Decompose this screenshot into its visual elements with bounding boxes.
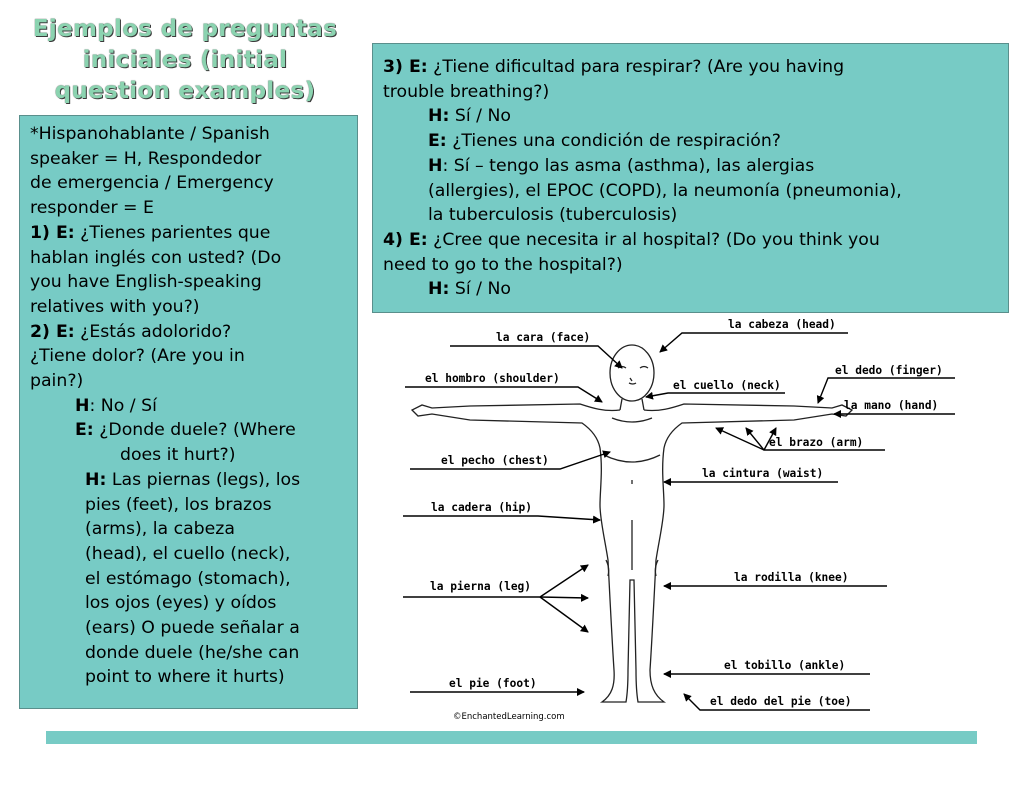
followup-question: E: ¿Donde duele? (Where: [75, 420, 296, 441]
text-line: la tuberculosis (tuberculosis): [428, 205, 678, 226]
text-line: does it hurt?): [120, 445, 236, 466]
text-line: hablan inglés con usted? (Do: [30, 247, 282, 268]
text-line: (arms), la cabeza: [85, 519, 235, 540]
label-chest: el pecho (chest): [441, 454, 549, 467]
text-line: point to where it hurts): [85, 667, 285, 688]
text-line: pain?): [30, 371, 84, 392]
question-1: 1) E: ¿Tienes parientes que: [30, 222, 271, 243]
label-hip: la cadera (hip): [431, 501, 533, 514]
text-line: need to go to the hospital?): [383, 254, 623, 275]
text-line: (allergies), el EPOC (COPD), la neumonía (pneumonia),: [428, 180, 902, 201]
text-line: ¿Tiene dolor? (Are you in: [30, 346, 245, 367]
text-line: *Hispanohablante / Spanish: [30, 124, 270, 144]
label-shoulder: el hombro (shoulder): [425, 372, 560, 385]
label-hand: la mano (hand): [844, 399, 939, 412]
label-ankle: el tobillo (ankle): [724, 659, 846, 672]
question-4: 4) E: ¿Cree que necesita ir al hospital? (Do you think you: [383, 229, 880, 250]
answer-3: H: Sí / No: [428, 106, 511, 127]
label-toe: el dedo del pie (toe): [710, 695, 852, 708]
answer-4: H: Sí – tengo las asma (asthma), las alergias: [428, 155, 815, 176]
text-line: (head), el cuello (neck),: [85, 543, 291, 564]
answer-5: H: Sí / No: [428, 279, 511, 300]
answer-2: H: Las piernas (legs), los: [85, 469, 301, 490]
label-head: la cabeza (head): [728, 318, 836, 331]
label-knee: la rodilla (knee): [734, 571, 849, 584]
label-leg: la pierna (leg): [430, 580, 532, 593]
text-line: responder = E: [30, 198, 154, 219]
label-finger: el dedo (finger): [835, 364, 943, 377]
text-line: de emergencia / Emergency: [30, 173, 274, 194]
label-neck: el cuello (neck): [673, 379, 781, 392]
left-question-box: [19, 115, 358, 709]
text-line: pies (feet), los brazos: [85, 494, 272, 515]
right-question-box: [372, 43, 1009, 313]
label-face: la cara (face): [496, 331, 591, 344]
label-foot: el pie (foot): [449, 677, 537, 690]
followup-question-3: E: ¿Tienes una condición de respiración?: [428, 131, 781, 152]
text-line: (ears) O puede señalar a: [85, 618, 300, 639]
footer-bar: [46, 731, 977, 744]
label-waist: la cintura (waist): [702, 467, 824, 480]
text-line: los ojos (eyes) y oídos: [85, 593, 277, 614]
question-2: 2) E: ¿Estás adolorido?: [30, 321, 232, 342]
label-arm: el brazo (arm): [769, 436, 864, 449]
text-line: donde duele (he/she can: [85, 642, 300, 663]
text-line: you have English-speaking: [30, 272, 262, 293]
question-3: 3) E: ¿Tiene dificultad para respirar? (Are you having: [383, 57, 845, 77]
answer-1: H: No / Sí: [75, 395, 157, 416]
text-line: trouble breathing?): [383, 81, 550, 102]
body-parts-diagram: [395, 312, 975, 724]
text-line: speaker = H, Respondedor: [30, 148, 262, 169]
page-title: Ejemplos de preguntas iniciales (initial question examples): [32, 16, 338, 104]
human-figure: [412, 345, 852, 702]
text-line: el estómago (stomach),: [85, 568, 291, 589]
text-line: relatives with you?): [30, 296, 200, 317]
credit-text: ©EnchantedLearning.com: [453, 712, 565, 722]
